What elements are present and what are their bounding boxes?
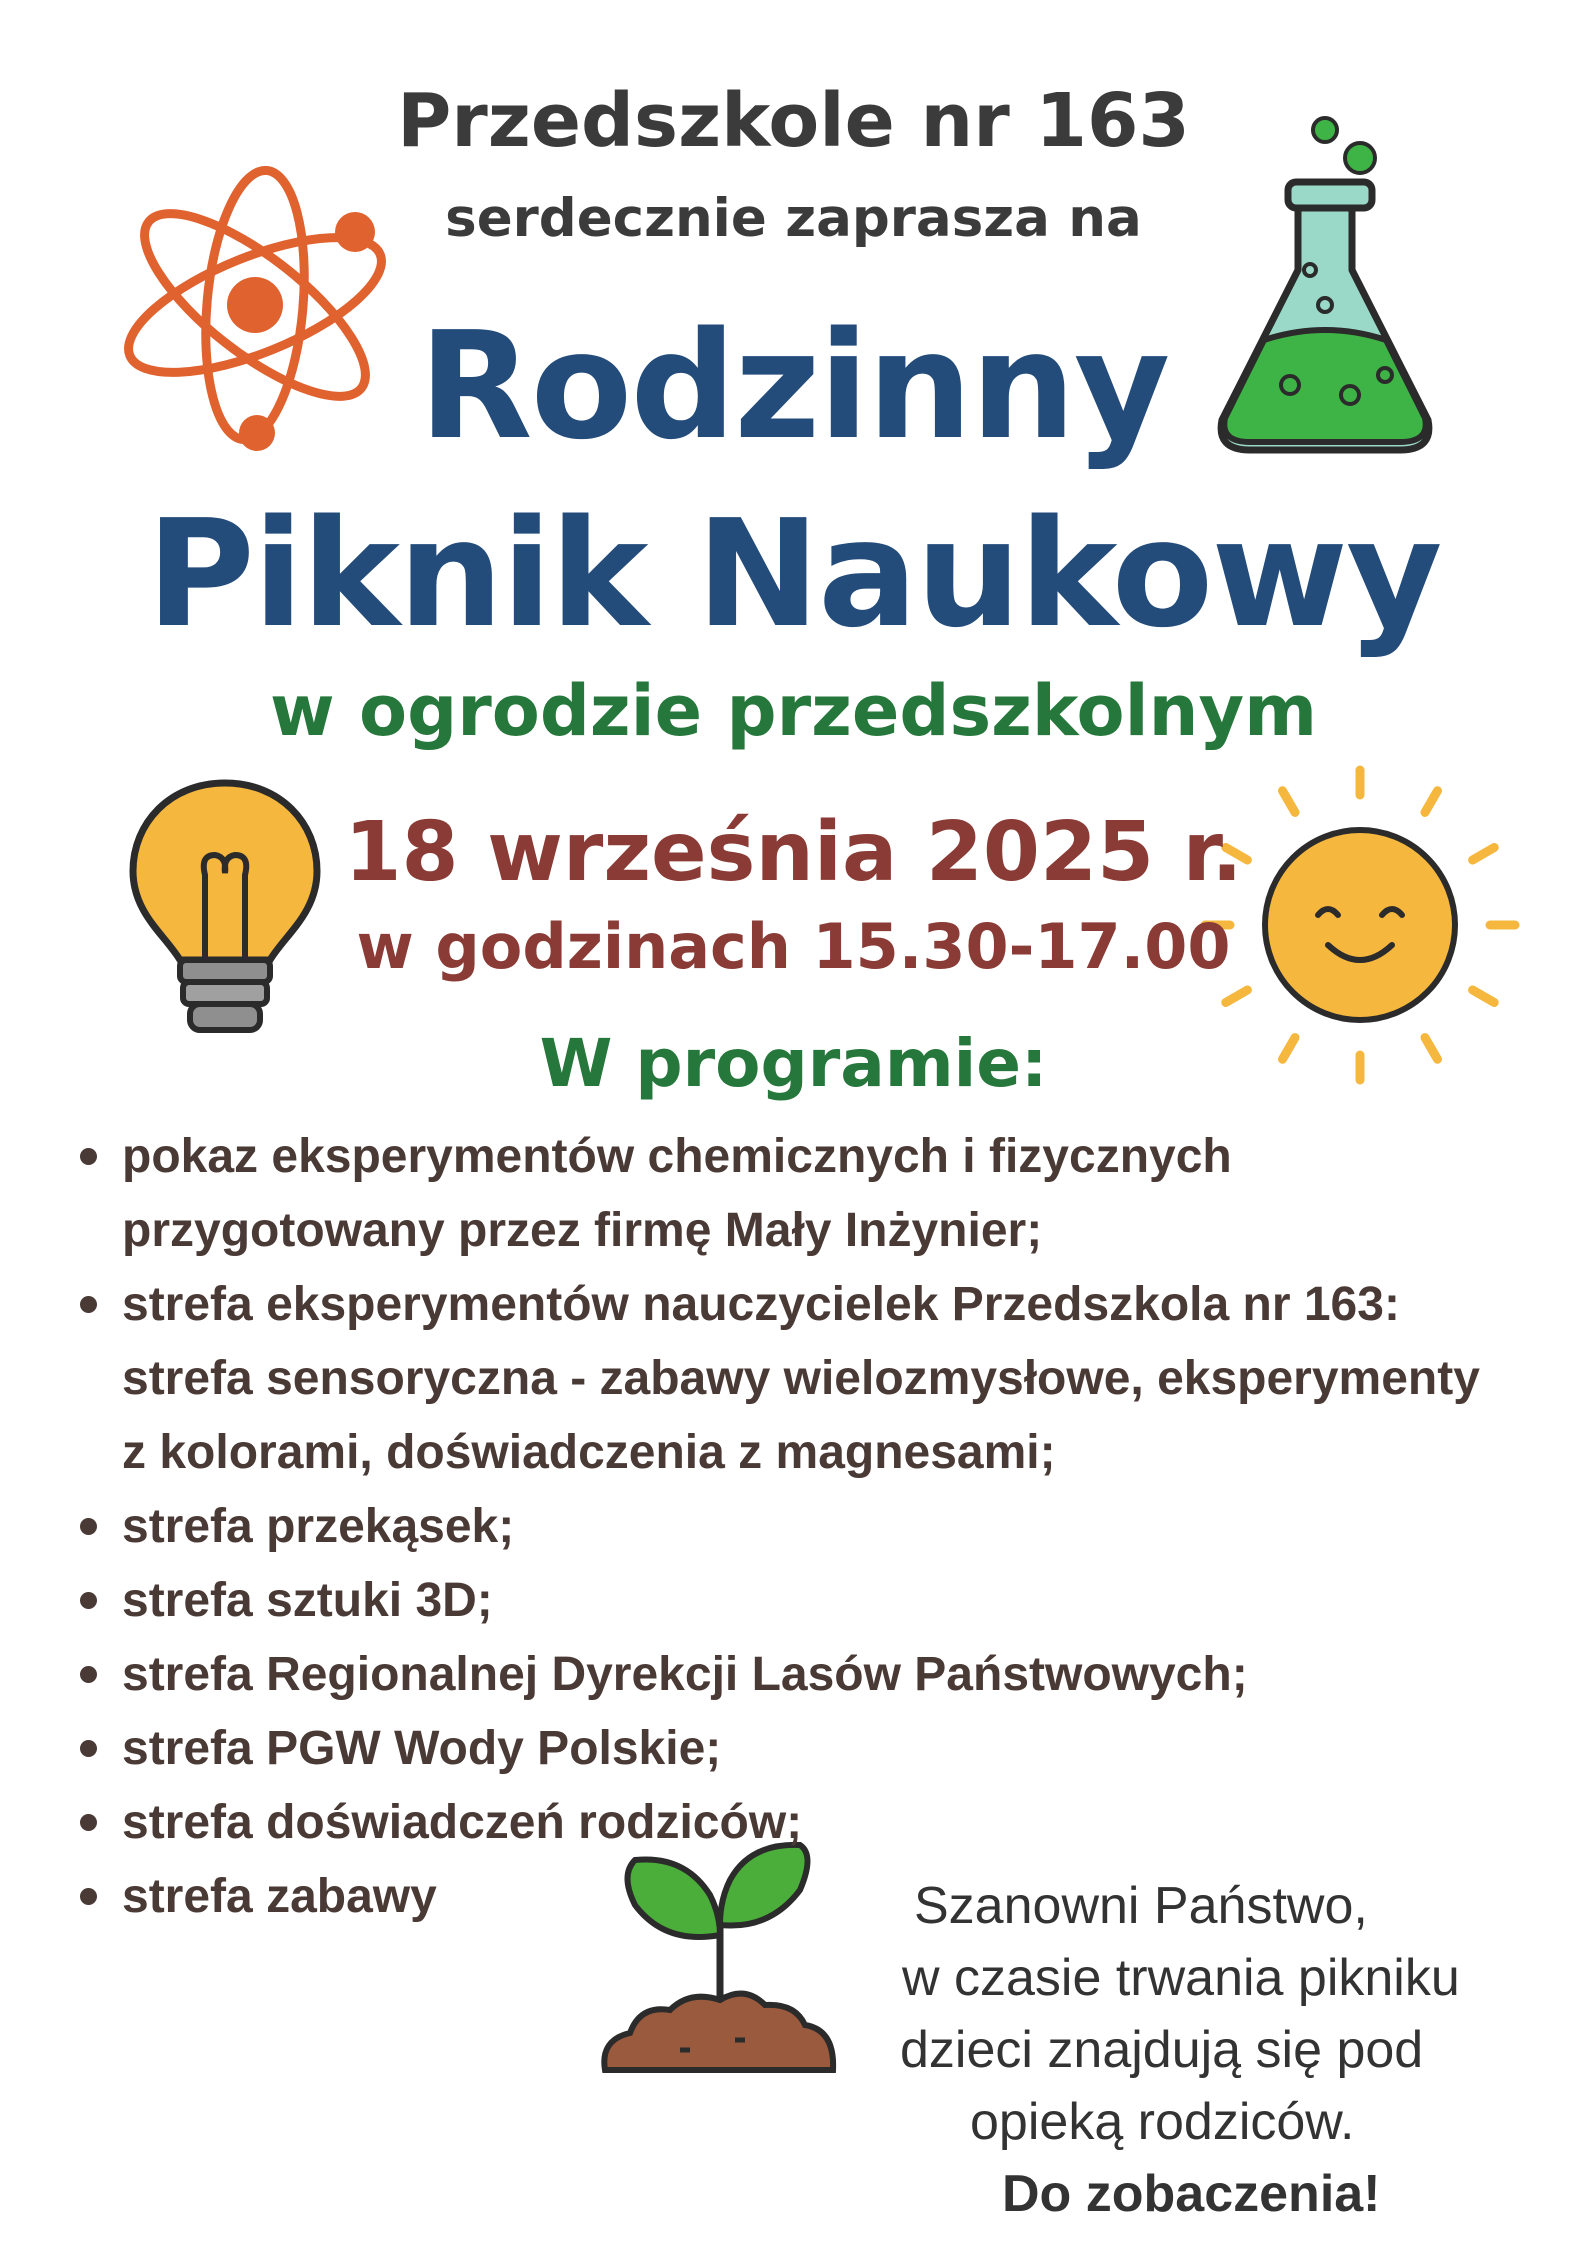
program-heading: W programie: [539,1025,1048,1102]
list-item [80,1120,1580,1268]
list-item-line: strefa PGW Wody Polskie; [122,1722,722,1775]
list-item-line: strefa sensoryczna - zabawy wielozmysłowe, eksperymenty [122,1352,1480,1405]
program-list [80,1120,1580,1934]
note-line: dzieci znajdują się pod [900,2021,1424,2079]
list-item-line: z kolorami, doświadczenia z magnesami; [122,1426,1056,1479]
list-item-line: strefa sztuki 3D; [122,1574,493,1627]
event-title-line1: Rodzinny [418,300,1169,472]
list-item-line: strefa zabawy [122,1870,437,1923]
event-location: w ogrodzie przedszkolnym [269,670,1318,752]
list-item-line: strefa Regionalnej Dyrekcji Lasów Państwowych; [122,1648,1248,1701]
list-item [80,1268,1580,1490]
event-date: 18 września 2025 r. [344,805,1243,900]
list-item [80,1564,1580,1638]
list-item-line: strefa doświadczeń rodziców; [122,1796,803,1849]
list-item-line: przygotowany przez firmę Mały Inżynier; [122,1204,1043,1257]
list-item [80,1638,1580,1712]
list-item-line: strefa przekąsek; [122,1500,515,1553]
note-closing: Do zobaczenia! [1002,2165,1381,2223]
event-hours: w godzinach 15.30-17.00 [356,910,1231,983]
list-item [80,1490,1580,1564]
invitation-line: serdecznie zaprasza na [445,188,1142,249]
list-item-line: strefa eksperymentów nauczycielek Przedszkola nr 163: [122,1278,1400,1331]
school-name: Przedszkole nr 163 [397,78,1190,164]
note-greeting: Szanowni Państwo, [914,1877,1368,1935]
list-item [80,1786,1580,1860]
event-title-line2: Piknik Naukowy [146,488,1441,660]
parents-note [890,1870,1550,2230]
list-item [80,1712,1580,1786]
note-line: w czasie trwania pikniku [902,1949,1460,2007]
list-item-line: pokaz eksperymentów chemicznych i fizycznych [122,1130,1232,1183]
note-line: opieką rodziców. [970,2093,1355,2151]
